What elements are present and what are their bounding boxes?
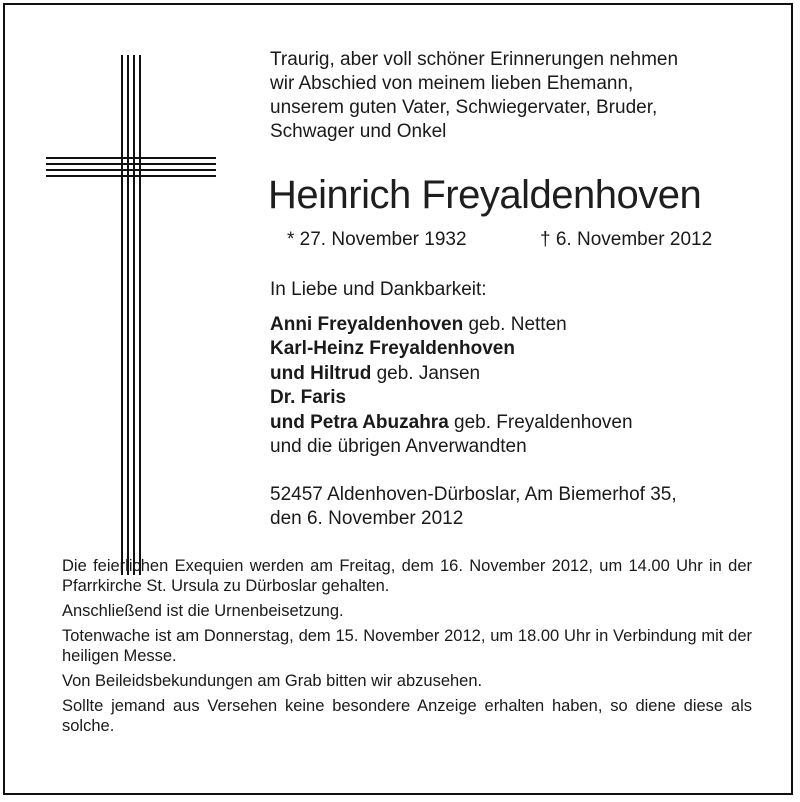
intro-line: wir Abschied von meinem lieben Ehemann, (270, 73, 634, 94)
family-member: Karl-Heinz Freyaldenhoven (270, 338, 515, 359)
notice-paragraph: Die feierlichen Exequien werden am Freitag, dem 16. November 2012, um 14.00 Uhr in der Pfarrkirche St. Ursula zu Dürboslar gehalten. (62, 557, 752, 595)
family-member: Anni Freyaldenhoven geb. Netten (270, 313, 567, 335)
address-line: 52457 Aldenhoven-Dürboslar, Am Biemerhof 35, (270, 484, 677, 505)
date-line: den 6. November 2012 (270, 508, 464, 529)
thanks-heading: In Liebe und Dankbarkeit: (270, 279, 487, 300)
death-date: † 6. November 2012 (540, 229, 713, 250)
intro-line: Traurig, aber voll schöner Erinnerungen nehmen (270, 49, 679, 70)
address-block (270, 483, 770, 531)
cross-icon (46, 55, 216, 575)
family-member: und Hiltrud geb. Jansen (270, 362, 481, 384)
intro-line: Schwager und Onkel (270, 121, 447, 142)
intro-line: unserem guten Vater, Schwiegervater, Bruder, (270, 97, 658, 118)
notice-paragraph: Sollte jemand aus Versehen keine besondere Anzeige erhalten haben, so diene diese als solche. (62, 697, 752, 735)
family-list (270, 278, 770, 460)
notice-paragraph: Von Beileidsbekundungen am Grab bitten wir abzusehen. (62, 672, 483, 690)
family-member: Dr. Faris (270, 387, 347, 408)
birth-date: * 27. November 1932 (287, 229, 467, 250)
family-member: und Petra Abuzahra geb. Freyaldenhoven (270, 411, 633, 433)
intro-text (270, 48, 750, 144)
notice-paragraph: Totenwache ist am Donnerstag, dem 15. November 2012, um 18.00 Uhr in Verbindung mit der heiligen Messe. (62, 627, 752, 665)
deceased-name: Heinrich Freyaldenhoven (268, 173, 702, 217)
notice-paragraph: Anschließend ist die Urnenbeisetzung. (62, 602, 344, 620)
funeral-notices (62, 556, 752, 741)
family-member: und die übrigen Anverwandten (270, 436, 527, 457)
